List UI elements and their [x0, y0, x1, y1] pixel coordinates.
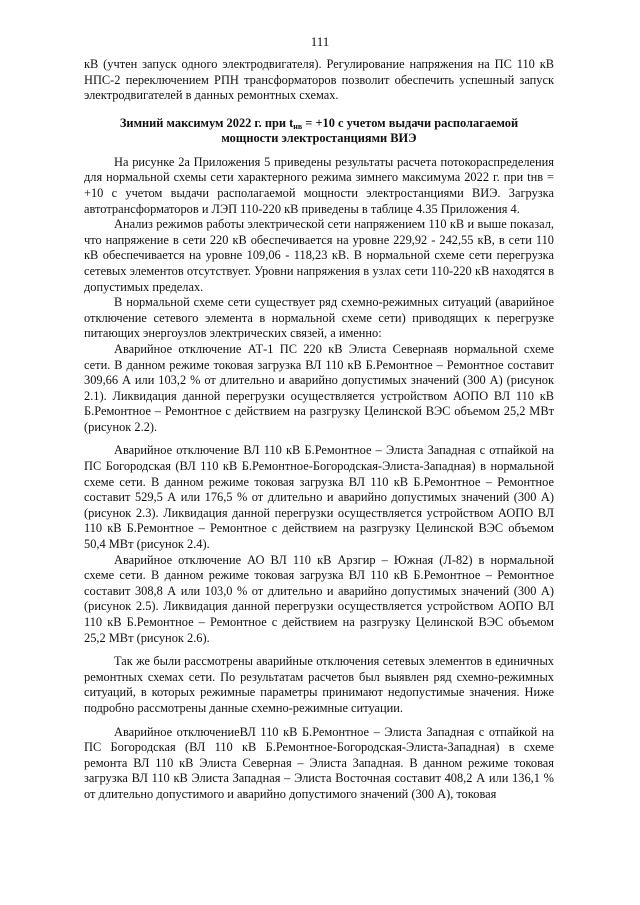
paragraph-analysis: Анализ режимов работы электрической сети напряжением 110 кВ и выше показал, что напряжение в сети 220 кВ обеспечивается на уровне 229,92 - 242,55 кВ, в сети 110 кВ обеспечивается на уровне 109,06 - 118,23 кВ. В нормальной схеме сети перегрузка сетевых элементов отсутствует. Уровни напряжения в узлах сети 110-220 кВ находятся в допустимых пределах.	[84, 217, 554, 294]
section-heading	[84, 116, 554, 146]
heading-text-end: = +10 с учетом выдачи располагаемой	[302, 115, 519, 130]
paragraph-case-at1: Аварийное отключение АТ-1 ПС 220 кВ Элиста Севернаяв нормальной схеме сети. В данном режиме токовая загрузка ВЛ 110 кВ Б.Ремонтное – Ремонтное составит 309,66 А или 103,2 % от длительно и аварийно допустимых значений (300 А) (рисунок 2.1). Ликвидация данной перегрузки осуществляется устройством АОПО ВЛ 110 кВ Б.Ремонтное – Ремонтное с действием на разгрузку Целинской ВЭС объемом 25,2 МВт (рисунок 2.2).	[84, 341, 554, 434]
page-content	[84, 57, 554, 803]
paragraph-repair-schemes: Так же были рассмотрены аварийные отключения сетевых элементов в единичных ремонтных схемах сети. По результатам расчетов был выявлен ряд схемно-режимных ситуаций, в которых режимные параметры принимают недопустимые значения. Ниже подробно рассмотрены данные схемно-режимные ситуации.	[84, 654, 554, 715]
heading-line-2: мощности электростанциями ВИЭ	[221, 130, 417, 145]
paragraph-situations: В нормальной схеме сети существует ряд схемно-режимных ситуаций (аварийное отключение сетевого элемента в нормальной схеме сети) приводящих к перегрузке питающих энергоузлов электрических связей, а именно:	[84, 295, 554, 341]
paragraph-case-vl-bremontnoe: Аварийное отключение ВЛ 110 кВ Б.Ремонтное – Элиста Западная с отпайкой на ПС Богородская (ВЛ 110 кВ Б.Ремонтное-Богородская-Элиста-Западная) в нормальной схеме сети. В данном режиме токовая загрузка ВЛ 110 кВ Б.Ремонтное – Ремонтное составит 529,5 А или 176,5 % от длительно и аварийно допустимых значений (300 А) (рисунок 2.3). Ликвидация данной перегрузки осуществляется устройством АОПО ВЛ 110 кВ Б.Ремонтное – Ремонтное с действием на разгрузку Целинской ВЭС объемом 50,4 МВт (рисунок 2.4).	[84, 443, 554, 552]
paragraph-case-l82: Аварийное отключение АО ВЛ 110 кВ Арзгир – Южная (Л-82) в нормальной схеме сети. В данном режиме токовая загрузка ВЛ 110 кВ Б.Ремонтное – Ремонтное составит 308,8 А или 103,0 % от длительно и аварийно допустимых значений (300 А) (рисунок 2.5). Ликвидация данной перегрузки осуществляется устройством АОПО ВЛ 110 кВ Б.Ремонтное – Ремонтное с действием на разгрузку Целинской ВЭС объемом 25,2 МВт (рисунок 2.6).	[84, 552, 554, 645]
paragraph-intro: кВ (учтен запуск одного электродвигателя). Регулирование напряжения на ПС 110 кВ НПС-2 переключением РПН трансформаторов позволит обеспечить успешный запуск электродвигателей в данных ремонтных схемах.	[84, 57, 554, 103]
paragraph-results: На рисунке 2а Приложения 5 приведены результаты расчета потокораспределения для нормальной схемы сети характерного режима зимнего максимума 2022 г. при tнв = +10 с учетом выдачи располагаемой мощности электростанциями ВИЭ. Загрузка автотрансформаторов и ЛЭП 110-220 кВ приведены в таблице 4.35 Приложения 4.	[84, 154, 554, 216]
heading-text-start: Зимний максимум 2022 г. при t	[119, 115, 294, 130]
heading-subscript: нв	[293, 121, 303, 131]
paragraph-case-repair: Аварийное отключениеВЛ 110 кВ Б.Ремонтное – Элиста Западная с отпайкой на ПС Богородская (ВЛ 110 кВ Б.Ремонтное-Богородская-Элиста-Западная) в схеме ремонта ВЛ 110 кВ Элиста Северная – Элиста Западная. В данном режиме токовая загрузка ВЛ 110 кВ Элиста Западная – Элиста Восточная составит 408,2 А или 136,1 % от длительно допустимого и аварийно допустимого значений (300 А), токовая	[84, 724, 554, 801]
page-number: 111	[310, 34, 330, 49]
